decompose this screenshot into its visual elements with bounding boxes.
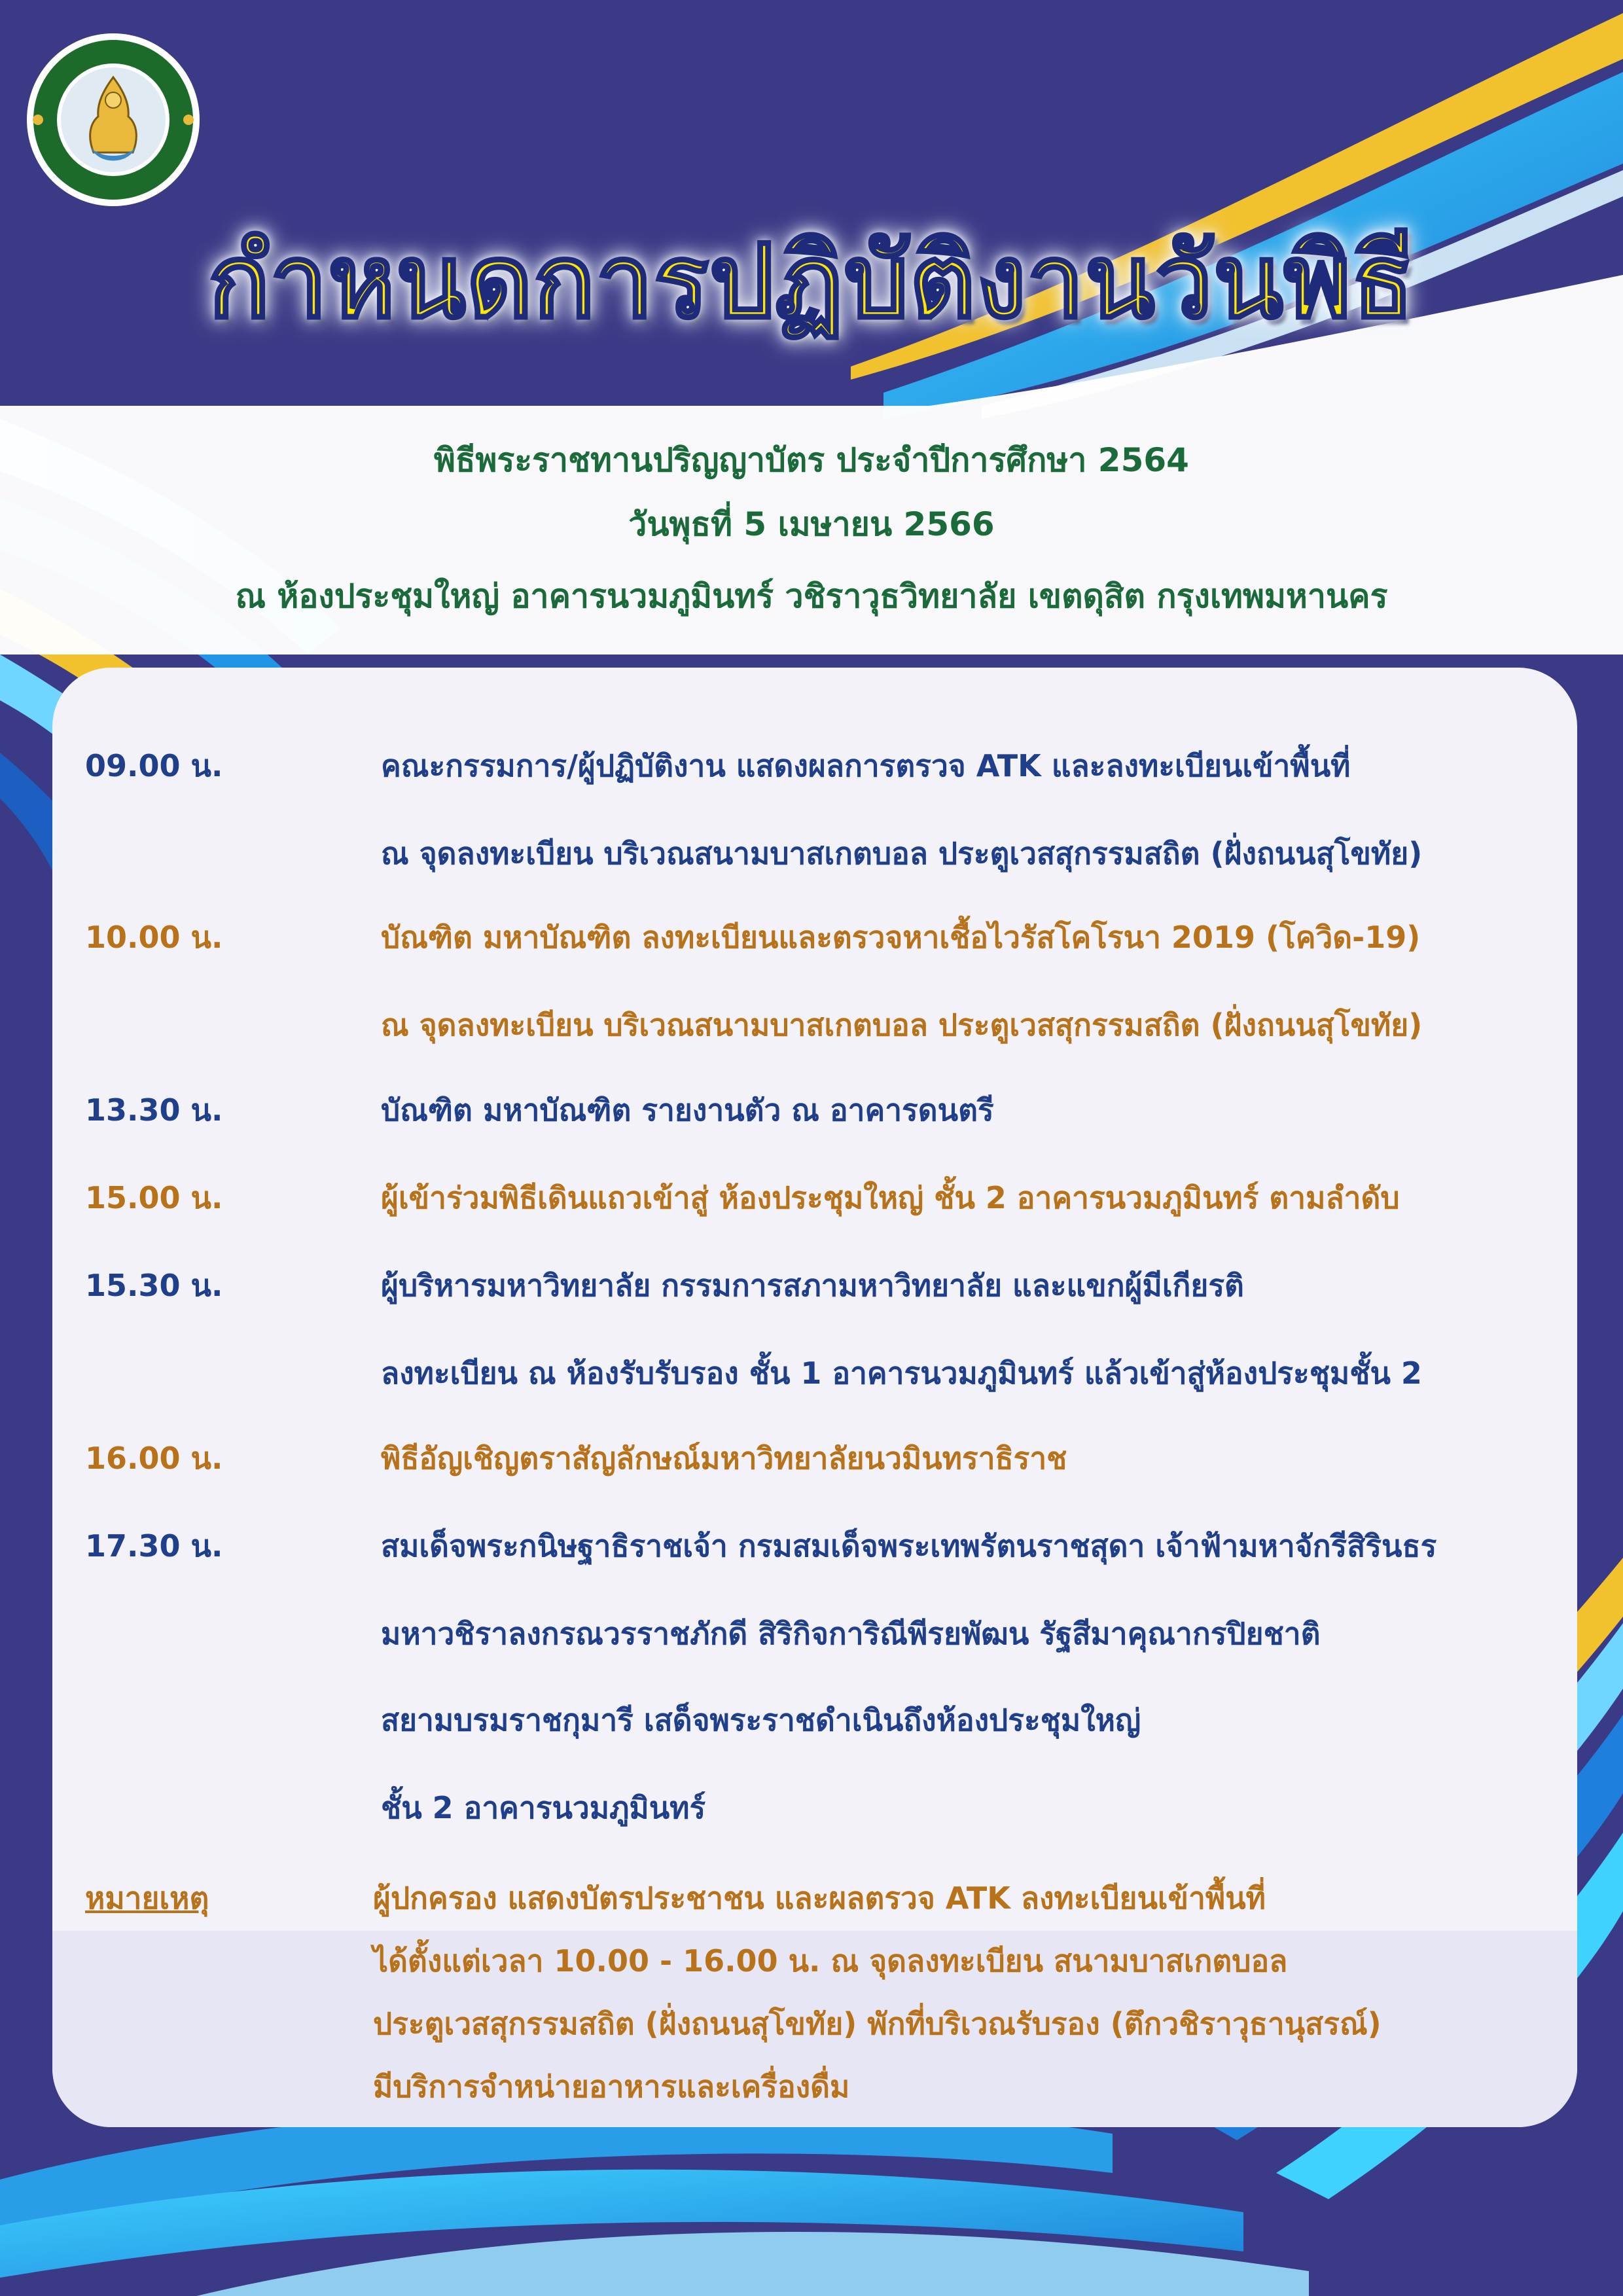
schedule-description: ณ จุดลงทะเบียน บริเวณสนามบาสเกตบอล ประตูเวสสุกรรมสถิต (ฝั่งถนนสุโขทัย): [381, 1007, 1423, 1043]
note-text: ประตูเวสสุกรรมสถิต (ฝั่งถนนสุโขทัย) พักที่บริเวณรับรอง (ตึกวชิราวุธานุสรณ์): [373, 2006, 1382, 2041]
schedule-description: ผู้บริหารมหาวิทยาลัย กรรมการสภามหาวิทยาลัย และแขกผู้มีเกียรติ: [381, 1268, 1244, 1303]
schedule-description: ชั้น 2 อาคารนวมภูมินทร์: [381, 1790, 706, 1825]
schedule-time: 09.00 น.: [85, 748, 223, 783]
schedule-description: บัณฑิต มหาบัณฑิต รายงานตัว ณ อาคารดนตรี: [381, 1092, 994, 1128]
schedule-description: พิธีอัญเชิญตราสัญลักษณ์มหาวิทยาลัยนวมินทราธิราช: [381, 1441, 1067, 1476]
schedule-time: 10.00 น.: [85, 920, 223, 955]
page-title: กำหนดการปฏิบัติงานวันพิธี: [208, 222, 1415, 341]
ceremony-date: วันพุธที่ 5 เมษายน 2566: [628, 505, 995, 543]
schedule-description: ผู้เข้าร่วมพิธีเดินแถวเข้าสู่ ห้องประชุมใหญ่ ชั้น 2 อาคารนวมภูมินทร์ ตามลำดับ: [381, 1180, 1400, 1215]
schedule-time: 15.30 น.: [85, 1268, 223, 1303]
ceremony-venue: ณ ห้องประชุมใหญ่ อาคารนวมภูมินทร์ วชิราวุธวิทยาลัย เขตดุสิต กรุงเทพมหานคร: [235, 577, 1388, 615]
note-label: หมายเหตุ: [85, 1880, 209, 1916]
schedule-description: สยามบรมราชกุมารี เสด็จพระราชดำเนินถึงห้องประชุมใหญ่: [381, 1702, 1141, 1738]
schedule-time: 13.30 น.: [85, 1092, 223, 1128]
schedule-description: สมเด็จพระกนิษฐาธิราชเจ้า กรมสมเด็จพระเทพรัตนราชสุดา เจ้าฟ้ามหาจักรีสิรินธร: [381, 1528, 1437, 1564]
university-logo: [25, 31, 202, 208]
schedule-description: คณะกรรมการ/ผู้ปฏิบัติงาน แสดงผลการตรวจ ATK และลงทะเบียนเข้าพื้นที่: [381, 748, 1351, 783]
schedule-time: 17.30 น.: [85, 1528, 223, 1564]
schedule-description: บัณฑิต มหาบัณฑิต ลงทะเบียนและตรวจหาเชื้อไวรัสโคโรนา 2019 (โควิด-19): [381, 920, 1421, 955]
note-text: ได้ตั้งแต่เวลา 10.00 - 16.00 น. ณ จุดลงทะเบียน สนามบาสเกตบอล: [373, 1943, 1288, 1979]
schedule-time: 15.00 น.: [85, 1180, 223, 1215]
note-text: ผู้ปกครอง แสดงบัตรประชาชน และผลตรวจ ATK ลงทะเบียนเข้าพื้นที่: [373, 1880, 1266, 1916]
note-text: มีบริการจำหน่ายอาหารและเครื่องดื่ม: [373, 2069, 850, 2104]
schedule-description: ณ จุดลงทะเบียน บริเวณสนามบาสเกตบอล ประตูเวสสุกรรมสถิต (ฝั่งถนนสุโขทัย): [381, 836, 1423, 871]
schedule-time: 16.00 น.: [85, 1441, 223, 1476]
ceremony-name: พิธีพระราชทานปริญญาบัตร ประจำปีการศึกษา 2564: [434, 441, 1189, 479]
schedule-description: มหาวชิราลงกรณวรราชภักดี สิริกิจการิณีพีรยพัฒน รัฐสีมาคุณากรปิยชาติ: [381, 1616, 1321, 1651]
schedule-description: ลงทะเบียน ณ ห้องรับรับรอง ชั้น 1 อาคารนวมภูมินทร์ แล้วเข้าสู่ห้องประชุมชั้น 2: [381, 1355, 1422, 1391]
